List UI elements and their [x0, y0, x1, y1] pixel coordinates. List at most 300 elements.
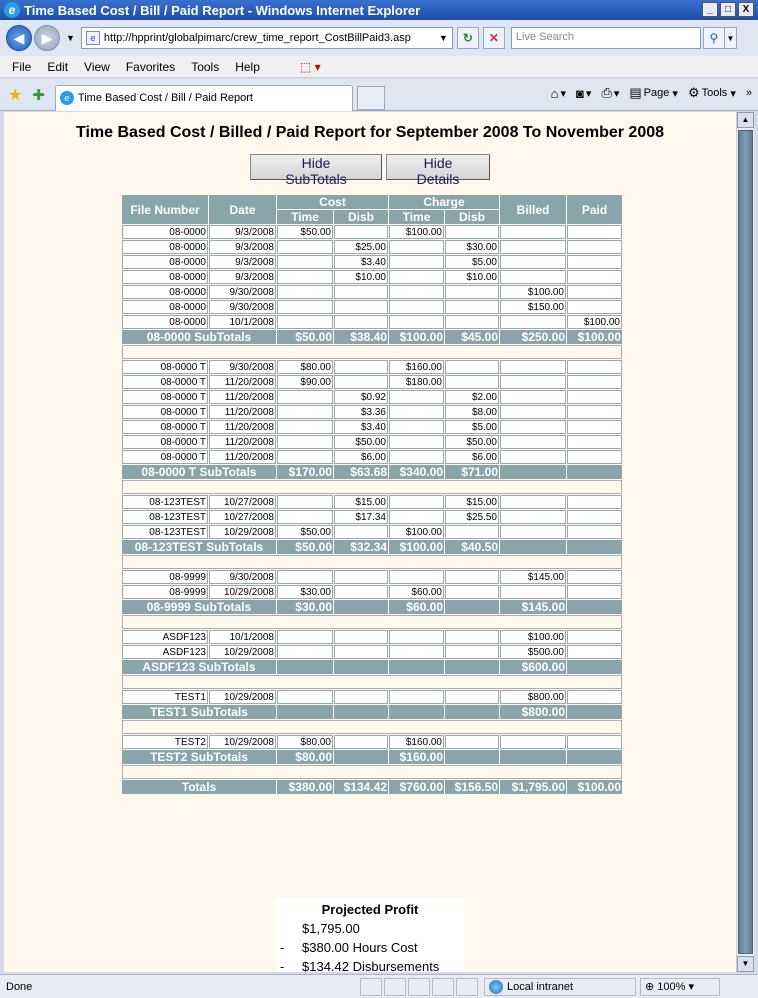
subtotal-cell: $156.50 [445, 780, 499, 794]
table-cell: $80.00 [277, 360, 333, 374]
table-cell [500, 240, 566, 254]
globe-icon [489, 980, 503, 994]
table-cell: 11/20/2008 [209, 450, 276, 464]
table-cell [445, 300, 499, 314]
menu-help[interactable]: Help [235, 59, 260, 74]
table-cell [389, 240, 444, 254]
table-cell [277, 510, 333, 524]
close-button[interactable]: X [738, 2, 754, 17]
table-cell [334, 285, 388, 299]
table-cell: 08-0000 T [122, 420, 208, 434]
table-cell [334, 360, 388, 374]
table-cell [389, 570, 444, 584]
subtotal-label: 08-0000 T SubTotals [122, 465, 276, 479]
refresh-button[interactable]: ↻ [457, 27, 479, 49]
table-cell [389, 645, 444, 659]
table-cell [334, 225, 388, 239]
table-cell [445, 630, 499, 644]
table-cell: 08-0000 T [122, 405, 208, 419]
subtotal-cell [389, 660, 444, 674]
table-cell: $15.00 [334, 495, 388, 509]
table-cell [567, 375, 622, 389]
table-cell [334, 315, 388, 329]
table-cell: $100.00 [389, 525, 444, 539]
subtotal-cell [445, 600, 499, 614]
url-input[interactable] [81, 27, 453, 49]
table-row [122, 690, 622, 704]
table-cell: $10.00 [334, 270, 388, 284]
tab-report[interactable] [55, 85, 353, 111]
header-cost-disb: Disb [334, 210, 388, 224]
table-row [122, 735, 622, 749]
subtotal-cell [567, 705, 622, 719]
subtotal-cell: $60.00 [389, 600, 444, 614]
subtotal-label: ASDF123 SubTotals [122, 660, 276, 674]
hide-subtotals-button[interactable]: Hide SubTotals [250, 154, 382, 180]
header-charge: Charge [389, 195, 499, 209]
table-cell: $25.00 [334, 240, 388, 254]
menu-view[interactable]: View [84, 59, 110, 74]
subtotal-label: Totals [122, 780, 276, 794]
table-cell: $60.00 [389, 585, 444, 599]
table-cell: TEST2 [122, 735, 208, 749]
stop-button[interactable]: ✕ [483, 27, 505, 49]
table-cell: 10/27/2008 [209, 510, 276, 524]
page-icon: e [86, 31, 100, 45]
spacer-row [122, 345, 622, 359]
subtotal-cell [500, 750, 566, 764]
table-cell: $100.00 [567, 315, 622, 329]
table-row [122, 255, 622, 269]
table-cell: 08-0000 T [122, 450, 208, 464]
subtotal-cell: $800.00 [500, 705, 566, 719]
table-cell: $90.00 [277, 375, 333, 389]
table-cell [277, 315, 333, 329]
table-cell: 08-123TEST [122, 525, 208, 539]
table-cell: 08-9999 [122, 570, 208, 584]
subtotal-cell: $32.34 [334, 540, 388, 554]
page-content [4, 112, 736, 972]
table-cell [567, 690, 622, 704]
table-row [122, 270, 622, 284]
table-cell [277, 420, 333, 434]
subtotal-cell [334, 750, 388, 764]
scroll-up-button[interactable]: ▲ [737, 112, 754, 128]
table-cell [445, 360, 499, 374]
table-cell [567, 645, 622, 659]
table-cell: 9/3/2008 [209, 240, 276, 254]
table-row [122, 525, 622, 539]
table-cell [567, 450, 622, 464]
subtotal-cell [389, 705, 444, 719]
subtotal-cell [445, 705, 499, 719]
status-cell [384, 978, 406, 996]
table-cell [567, 435, 622, 449]
table-cell [277, 690, 333, 704]
menu-edit[interactable]: Edit [47, 59, 69, 74]
table-cell [389, 255, 444, 269]
subtotal-cell [567, 465, 622, 479]
table-cell [389, 420, 444, 434]
table-cell [277, 285, 333, 299]
subtotal-cell: $600.00 [500, 660, 566, 674]
table-cell: $2.00 [445, 390, 499, 404]
table-cell: 08-0000 T [122, 360, 208, 374]
table-row [122, 495, 622, 509]
search-input[interactable]: Live Search [511, 27, 701, 49]
table-row [122, 435, 622, 449]
header-billed: Billed [500, 195, 566, 224]
table-cell [277, 645, 333, 659]
table-row [122, 225, 622, 239]
zoom-level[interactable]: ⊕ 100% ▾ [640, 978, 720, 996]
table-cell [389, 435, 444, 449]
maximize-button[interactable]: □ [720, 2, 736, 17]
table-row [122, 450, 622, 464]
subtotal-cell [567, 660, 622, 674]
table-cell [445, 525, 499, 539]
table-cell: $5.00 [445, 420, 499, 434]
table-cell: 9/3/2008 [209, 225, 276, 239]
table-cell [567, 735, 622, 749]
table-cell: 9/3/2008 [209, 255, 276, 269]
table-cell [567, 420, 622, 434]
table-cell [277, 450, 333, 464]
tab-bar [0, 79, 758, 111]
table-cell [277, 570, 333, 584]
table-cell: 08-0000 [122, 300, 208, 314]
table-cell: $10.00 [445, 270, 499, 284]
table-cell [277, 270, 333, 284]
page-menu-button[interactable]: ▤ Page ▾ [629, 85, 678, 100]
table-cell [567, 510, 622, 524]
history-dropdown-icon[interactable]: ▼ [66, 33, 75, 43]
scroll-thumb[interactable] [738, 130, 753, 954]
table-cell [567, 630, 622, 644]
subtotal-cell: $30.00 [277, 600, 333, 614]
table-cell: 9/30/2008 [209, 285, 276, 299]
table-row [122, 645, 622, 659]
table-cell: 08-0000 [122, 285, 208, 299]
table-cell [277, 435, 333, 449]
table-cell [567, 585, 622, 599]
subtotal-cell: $38.40 [334, 330, 388, 344]
subtotal-cell [277, 705, 333, 719]
subtotal-cell: $380.00 [277, 780, 333, 794]
table-cell [567, 495, 622, 509]
table-cell: 11/20/2008 [209, 375, 276, 389]
table-cell: TEST1 [122, 690, 208, 704]
home-icon: ⌂ [550, 85, 559, 101]
table-cell [567, 525, 622, 539]
table-cell: $0.92 [334, 390, 388, 404]
table-cell: 11/20/2008 [209, 420, 276, 434]
menu-file[interactable]: File [12, 59, 32, 74]
table-cell [500, 435, 566, 449]
table-cell [567, 405, 622, 419]
forward-button[interactable]: ▶ [34, 25, 60, 51]
table-row [122, 570, 622, 584]
add-favorite-icon[interactable]: ✚ [32, 86, 45, 104]
table-cell [567, 390, 622, 404]
subtotal-cell: $40.50 [445, 540, 499, 554]
subtotal-cell [567, 750, 622, 764]
status-text: Done [6, 980, 33, 993]
address-toolbar [0, 20, 758, 56]
security-zone[interactable]: Local intranet [484, 978, 636, 996]
table-cell: 11/20/2008 [209, 435, 276, 449]
profit-billed: $1,795.00 [302, 921, 360, 936]
table-cell [445, 285, 499, 299]
print-button[interactable]: ⎙ ▾ [601, 85, 620, 100]
back-button[interactable]: ◀ [6, 25, 32, 51]
table-cell: $80.00 [277, 735, 333, 749]
table-cell [500, 270, 566, 284]
subtotal-label: TEST2 SubTotals [122, 750, 276, 764]
table-cell: $180.00 [389, 375, 444, 389]
table-cell [334, 630, 388, 644]
table-cell [389, 450, 444, 464]
hide-details-button[interactable]: Hide Details [386, 154, 490, 180]
subtotal-cell: $1,795.00 [500, 780, 566, 794]
table-cell [389, 630, 444, 644]
status-bar [0, 974, 758, 998]
table-cell: $3.40 [334, 420, 388, 434]
table-cell: 10/1/2008 [209, 630, 276, 644]
header-charge-disb: Disb [445, 210, 499, 224]
home-button[interactable]: ⌂ ▾ [550, 85, 567, 101]
table-cell: ASDF123 [122, 645, 208, 659]
gear-icon: ⚙ [687, 85, 700, 100]
subtotal-label: 08-123TEST SubTotals [122, 540, 276, 554]
menu-tools[interactable]: Tools [191, 59, 220, 74]
table-cell [567, 240, 622, 254]
table-cell: $6.00 [334, 450, 388, 464]
subtotal-cell: $145.00 [500, 600, 566, 614]
new-tab-button[interactable] [357, 86, 385, 110]
table-cell: 08-123TEST [122, 510, 208, 524]
table-row [122, 360, 622, 374]
profit-title: Projected Profit [321, 902, 419, 917]
table-cell [334, 375, 388, 389]
table-cell [500, 585, 566, 599]
subtotal-cell: $63.68 [334, 465, 388, 479]
tab-label: Time Based Cost / Bill / Paid Report [77, 92, 253, 104]
table-cell [500, 735, 566, 749]
header-cost-time: Time [277, 210, 333, 224]
subtotal-cell: $80.00 [277, 750, 333, 764]
url-text: http://hpprint/globalpimarc/crew_time_report_CostBillPaid3.asp [103, 32, 411, 44]
subtotal-row [122, 600, 622, 614]
table-cell [277, 390, 333, 404]
table-cell [389, 405, 444, 419]
table-row [122, 510, 622, 524]
table-cell: $5.00 [445, 255, 499, 269]
table-cell: 08-0000 T [122, 435, 208, 449]
ie-logo-icon: e [4, 2, 20, 18]
table-cell [334, 570, 388, 584]
menu-bar [0, 56, 758, 78]
table-cell [445, 225, 499, 239]
favorites-star-icon[interactable]: ★ [8, 86, 23, 104]
table-cell [334, 690, 388, 704]
header-file-number: File Number [122, 195, 208, 224]
table-row [122, 390, 622, 404]
table-cell [277, 405, 333, 419]
table-cell: $8.00 [445, 405, 499, 419]
table-cell [389, 315, 444, 329]
scroll-down-button[interactable]: ▼ [737, 956, 754, 972]
table-cell: $17.34 [334, 510, 388, 524]
table-cell [389, 495, 444, 509]
subtotal-cell: $100.00 [389, 540, 444, 554]
table-cell: $160.00 [389, 360, 444, 374]
table-cell: 08-9999 [122, 585, 208, 599]
table-cell [334, 645, 388, 659]
subtotal-cell: $250.00 [500, 330, 566, 344]
table-cell [445, 690, 499, 704]
table-cell: $100.00 [389, 225, 444, 239]
table-cell [567, 270, 622, 284]
table-cell [334, 525, 388, 539]
print-icon: ⎙ [601, 85, 612, 100]
profit-disbursements: - $134.42 Disbursements [280, 959, 440, 972]
subtotal-cell [567, 540, 622, 554]
subtotal-cell [277, 660, 333, 674]
feeds-icon: ◙ [576, 85, 584, 101]
table-cell: $150.00 [500, 300, 566, 314]
table-cell [389, 270, 444, 284]
table-cell: $800.00 [500, 690, 566, 704]
table-cell [500, 360, 566, 374]
table-cell: ASDF123 [122, 630, 208, 644]
table-cell: 10/29/2008 [209, 525, 276, 539]
subtotal-cell [445, 660, 499, 674]
subtotal-cell: $50.00 [277, 330, 333, 344]
table-row [122, 285, 622, 299]
table-row [122, 375, 622, 389]
table-cell: $50.00 [334, 435, 388, 449]
table-row [122, 630, 622, 644]
table-cell: 9/3/2008 [209, 270, 276, 284]
status-cell [432, 978, 454, 996]
table-cell [567, 225, 622, 239]
status-cell [408, 978, 430, 996]
table-cell: 11/20/2008 [209, 405, 276, 419]
report-title: Time Based Cost / Billed / Paid Report for September 2008 To November 2008 [75, 124, 665, 141]
subtotal-row [122, 780, 622, 794]
url-dropdown-icon[interactable]: ▼ [439, 33, 448, 43]
table-cell [334, 735, 388, 749]
status-cell [360, 978, 382, 996]
table-cell [500, 525, 566, 539]
table-cell [567, 285, 622, 299]
subtotal-cell: $50.00 [277, 540, 333, 554]
table-cell: 10/29/2008 [209, 645, 276, 659]
table-cell [500, 225, 566, 239]
zoom-icon: ⊕ [645, 981, 658, 993]
chevron-more-icon[interactable]: » [745, 87, 752, 99]
subtotal-cell: $71.00 [445, 465, 499, 479]
table-cell [389, 510, 444, 524]
subtotal-cell: $134.42 [334, 780, 388, 794]
table-cell: $100.00 [500, 630, 566, 644]
table-cell: 10/27/2008 [209, 495, 276, 509]
window-titlebar [0, 0, 758, 20]
table-cell: 10/29/2008 [209, 585, 276, 599]
spacer-row [122, 480, 622, 494]
subtotal-cell: $760.00 [389, 780, 444, 794]
table-cell: $50.00 [277, 525, 333, 539]
table-cell [445, 645, 499, 659]
table-cell [389, 300, 444, 314]
table-cell [389, 285, 444, 299]
table-cell: 08-0000 T [122, 375, 208, 389]
table-cell: 08-123TEST [122, 495, 208, 509]
table-cell [500, 405, 566, 419]
table-cell: 08-0000 [122, 270, 208, 284]
addon-icon[interactable]: ⬚ ▾ [299, 59, 321, 74]
table-cell [445, 315, 499, 329]
search-icon[interactable]: ⚲ [703, 27, 725, 49]
table-cell: 10/29/2008 [209, 690, 276, 704]
table-cell [500, 450, 566, 464]
vertical-scrollbar[interactable] [736, 112, 754, 972]
table-cell [567, 360, 622, 374]
table-cell: 08-0000 [122, 225, 208, 239]
table-cell: $30.00 [277, 585, 333, 599]
table-cell [500, 420, 566, 434]
table-cell: $25.50 [445, 510, 499, 524]
menu-favorites[interactable]: Favorites [125, 59, 176, 74]
table-row [122, 300, 622, 314]
spacer-row [122, 615, 622, 629]
subtotal-label: 08-9999 SubTotals [122, 600, 276, 614]
table-cell: $160.00 [389, 735, 444, 749]
subtotal-cell: $340.00 [389, 465, 444, 479]
spacer-row [122, 720, 622, 734]
table-cell [500, 375, 566, 389]
subtotal-cell [334, 705, 388, 719]
table-cell: $50.00 [277, 225, 333, 239]
table-cell [567, 300, 622, 314]
page-menu-icon: ▤ [629, 85, 642, 100]
table-cell: 9/30/2008 [209, 300, 276, 314]
table-cell: 08-0000 [122, 255, 208, 269]
table-cell: 9/30/2008 [209, 360, 276, 374]
subtotal-row [122, 465, 622, 479]
subtotal-cell [500, 465, 566, 479]
minimize-button[interactable]: _ [702, 2, 718, 17]
table-cell: $145.00 [500, 570, 566, 584]
feeds-button[interactable]: ◙ ▾ [576, 85, 592, 101]
table-cell: 08-0000 T [122, 390, 208, 404]
table-cell: 08-0000 [122, 240, 208, 254]
table-cell [389, 690, 444, 704]
table-cell [445, 585, 499, 599]
subtotal-cell: $100.00 [567, 780, 622, 794]
table-cell: $100.00 [500, 285, 566, 299]
spacer-row [122, 555, 622, 569]
search-options-dropdown-icon[interactable]: ▼ [725, 27, 737, 49]
subtotal-cell [567, 600, 622, 614]
table-cell: $50.00 [445, 435, 499, 449]
table-cell [445, 570, 499, 584]
tools-menu-button[interactable]: ⚙ Tools ▾ [687, 85, 736, 100]
table-cell [277, 630, 333, 644]
table-cell [500, 510, 566, 524]
subtotal-row [122, 750, 622, 764]
